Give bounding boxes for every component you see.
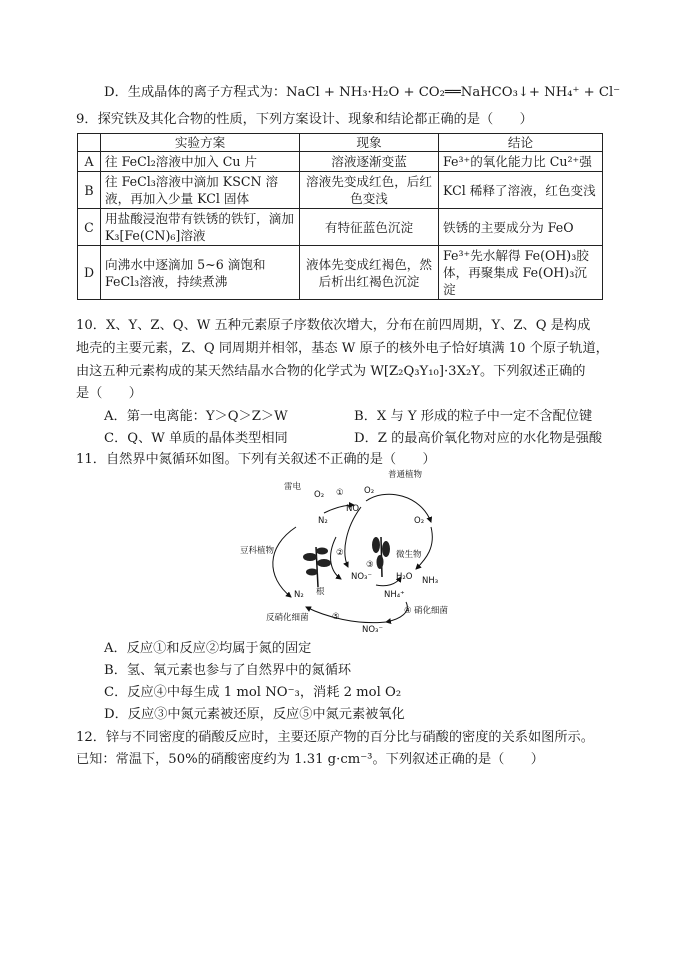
label-n2-top: N₂ <box>318 516 328 526</box>
q10-line4: 是（ ） <box>76 386 142 401</box>
label-lightning: 雷电 <box>284 482 302 492</box>
row-conclusion: Fe³⁺先水解得 Fe(OH)₃胶体，再聚集成 Fe(OH)₃沉淀 <box>439 246 603 300</box>
nitrogen-cycle-diagram <box>236 467 456 635</box>
q10-option-b: B．X 与 Y 形成的粒子中一定不含配位键 <box>354 409 593 424</box>
q8-option-d-label: D．生成晶体的离子方程式为： <box>104 85 287 100</box>
row-conclusion: Fe³⁺的氧化能力比 Cu²⁺强 <box>439 152 603 172</box>
label-no3-bottom: NO₃⁻ <box>362 625 383 635</box>
q12-line1: 12．锌与不同密度的硝酸反应时，主要还原产物的百分比与硝酸的密度的关系如图所示。 <box>76 730 594 745</box>
q11-option-d: D．反应③中氮元素被还原，反应⑤中氮元素被氧化 <box>104 707 405 722</box>
table-row <box>78 172 603 209</box>
label-step-3: ③ <box>366 560 374 570</box>
label-nh4: NH₄⁺ <box>384 590 405 600</box>
q9-stem: 9．探究铁及其化合物的性质，下列方案设计、现象和结论都正确的是（ ） <box>76 112 533 127</box>
label-microbe: 微生物 <box>396 550 422 560</box>
q10-line2: 地壳的主要元素，Z、Q 同周期并相邻，基态 W 原子的核外电子恰好填满 10 个原子轨道， <box>76 341 609 356</box>
row-plan: 用盐酸浸泡带有铁锈的铁钉，滴加 K₃[Fe(CN)₆]溶液 <box>101 209 300 246</box>
table-header-plan: 实验方案 <box>101 134 300 152</box>
row-phenomenon: 有特征蓝色沉淀 <box>300 209 439 246</box>
label-h2o: H₂O <box>396 572 413 582</box>
row-phenomenon: 溶液先变成红色，后红色变浅 <box>300 172 439 209</box>
q11-option-b: B．氢、氧元素也参与了自然界中的氮循环 <box>104 663 352 678</box>
q11-stem: 11．自然界中氮循环如图。下列有关叙述不正确的是（ ） <box>76 452 436 467</box>
label-step-1: ① <box>336 488 344 498</box>
row-conclusion: 铁锈的主要成分为 FeO <box>439 209 603 246</box>
row-plan: 往 FeCl₂溶液中加入 Cu 片 <box>101 152 300 172</box>
q8-option-d-equation: NaCl + NH₃·H₂O + CO₂══NaHCO₃↓+ NH₄⁺ + Cl⁻ <box>286 85 621 100</box>
label-n2-bottom: N₂ <box>294 590 304 600</box>
row-label: D <box>78 246 101 300</box>
row-phenomenon: 溶液逐渐变蓝 <box>300 152 439 172</box>
label-legume: 豆科植物 <box>240 546 275 556</box>
label-nh3: NH₃ <box>422 576 439 586</box>
q8-option-d <box>104 84 620 102</box>
label-step-4: ④ <box>404 606 412 616</box>
q11-option-a: A．反应①和反应②均属于氮的固定 <box>104 641 312 656</box>
row-label: A <box>78 152 101 172</box>
table-row <box>78 152 603 172</box>
label-denitrify: 反硝化细菌 <box>266 613 309 623</box>
label-nitrify: 硝化细菌 <box>414 606 449 616</box>
row-label: C <box>78 209 101 246</box>
q9-table <box>77 133 603 300</box>
q11-option-c: C．反应④中每生成 1 mol NO⁻₃，消耗 2 mol O₂ <box>104 685 402 700</box>
row-phenomenon: 液体先变成红褐色，然后析出红褐色沉淀 <box>300 246 439 300</box>
row-plan: 往 FeCl₃溶液中滴加 KSCN 溶液，再加入少量 KCl 固体 <box>101 172 300 209</box>
label-no3-mid: NO₃⁻ <box>351 572 372 582</box>
row-label: B <box>78 172 101 209</box>
label-root: 根 <box>316 587 325 597</box>
label-plant: 普通植物 <box>388 470 423 480</box>
q10-option-a: A．第一电离能：Y＞Q＞Z＞W <box>104 409 288 424</box>
q10-option-d: D．Z 的最高价氧化物对应的水化物是强酸 <box>354 431 603 446</box>
label-o2-b: O₂ <box>364 486 375 496</box>
row-conclusion: KCl 稀释了溶液，红色变浅 <box>439 172 603 209</box>
table-header-conclusion: 结论 <box>439 134 603 152</box>
row-plan: 向沸水中逐滴加 5~6 滴饱和 FeCl₃溶液，持续煮沸 <box>101 246 300 300</box>
table-header-label <box>78 134 101 152</box>
q10-line3: 由这五种元素构成的某天然结晶水合物的化学式为 W[Z₂Q₃Y₁₀]·3X₂Y。下列叙述正确的 <box>76 364 586 379</box>
table-header-row <box>78 134 603 152</box>
table-row <box>78 246 603 300</box>
label-step-2: ② <box>336 548 344 558</box>
q12-line2: 已知：常温下，50%的硝酸密度约为 1.31 g·cm⁻³。下列叙述正确的是（ ） <box>76 752 544 767</box>
label-step-5: ⑤ <box>332 612 340 622</box>
label-no: NO <box>346 504 360 514</box>
q10-option-c: C．Q、W 单质的晶体类型相同 <box>104 431 288 446</box>
table-header-phenomenon: 现象 <box>300 134 439 152</box>
label-o2-a: O₂ <box>314 490 325 500</box>
q10-line1: 10．X、Y、Z、Q、W 五种元素原子序数依次增大，分布在前四周期，Y、Z、Q 是构成 <box>76 318 591 333</box>
plant-icon <box>372 537 390 577</box>
legume-plant-icon <box>303 547 331 587</box>
label-o2-c: O₂ <box>414 516 425 526</box>
table-row <box>78 209 603 246</box>
